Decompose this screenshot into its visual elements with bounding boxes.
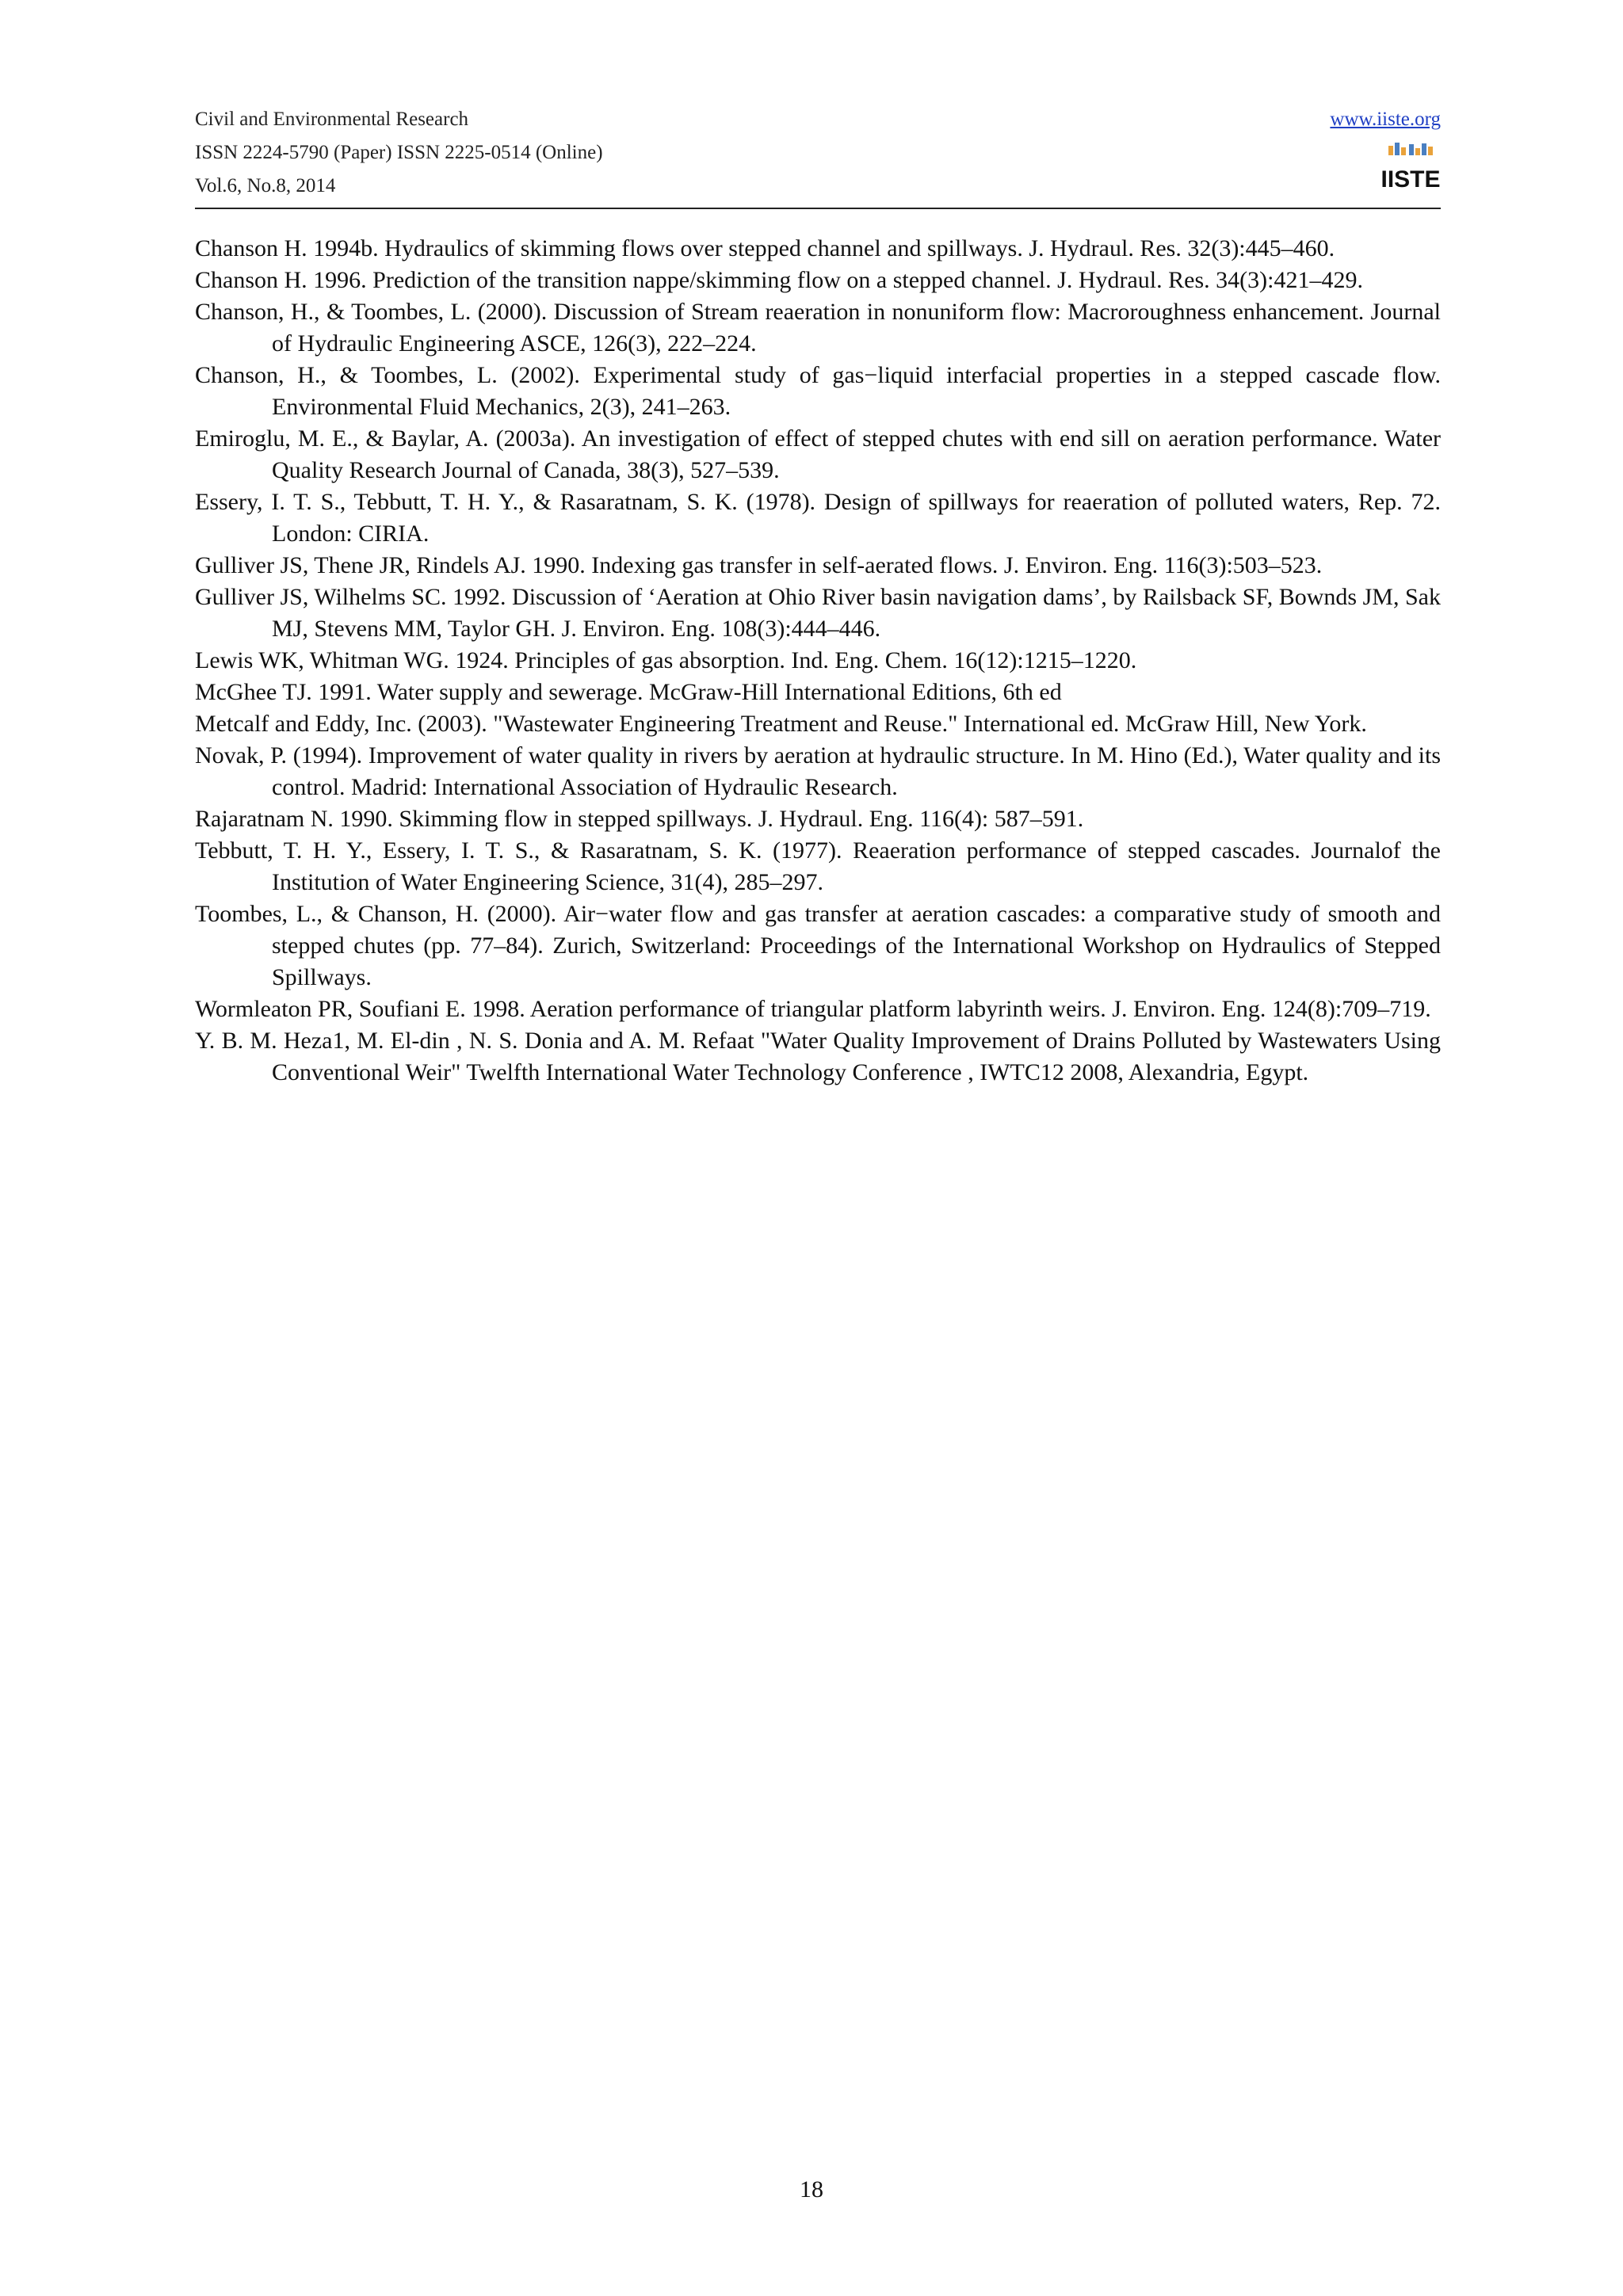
- reference-entry: Novak, P. (1994). Improvement of water quality in rivers by aeration at hydraulic structure. In M. Hino (Ed.), Water quality and its control. Madrid: International Association of Hydraulic Research.: [195, 742, 1441, 800]
- reference-entry: Chanson H. 1996. Prediction of the transition nappe/skimming flow on a stepped channel. J. Hydraul. Res. 34(3):421–429.: [195, 267, 1363, 293]
- website-link[interactable]: www.iiste.org: [1330, 109, 1441, 130]
- journal-name: Civil and Environmental Research: [195, 109, 469, 130]
- reference-entry: Y. B. M. Heza1, M. El-din , N. S. Donia and A. M. Refaat "Water Quality Improvement of Drains Polluted by Wastewaters Using Conventional Weir" Twelfth International Water Technology Conference , IWTC12 2008, Alexandria, Egypt.: [195, 1028, 1441, 1085]
- reference-list: [195, 233, 1441, 1089]
- page-number: 18: [800, 2176, 823, 2203]
- reference-entry: Wormleaton PR, Soufiani E. 1998. Aeration performance of triangular platform labyrinth weirs. J. Environ. Eng. 124(8):709–719.: [195, 996, 1431, 1022]
- reference-entry: Chanson, H., & Toombes, L. (2000). Discussion of Stream reaeration in nonuniform flow: Macroroughness enhancement. Journal of Hydraulic Engineering ASCE, 126(3), 222–224.: [195, 299, 1441, 357]
- reference-entry: McGhee TJ. 1991. Water supply and sewerage. McGraw-Hill International Editions, 6th ed: [195, 679, 1062, 705]
- page-header: [195, 103, 1441, 209]
- logo-text: IISTE: [1381, 166, 1441, 193]
- issn-line: ISSN 2224-5790 (Paper) ISSN 2225-0514 (Online): [195, 142, 603, 163]
- reference-entry: Gulliver JS, Wilhelms SC. 1992. Discussion of ‘Aeration at Ohio River basin navigation dams’, by Railsback SF, Bownds JM, Sak MJ, Stevens MM, Taylor GH. J. Environ. Eng. 108(3):444–446.: [195, 584, 1441, 642]
- reference-entry: Metcalf and Eddy, Inc. (2003). "Wastewater Engineering Treatment and Reuse." International ed. McGraw Hill, New York.: [195, 711, 1367, 737]
- reference-entry: Tebbutt, T. H. Y., Essery, I. T. S., & Rasaratnam, S. K. (1977). Reaeration performance of stepped cascades. Journalof the Institution of Water Engineering Science, 31(4), 285–297.: [195, 837, 1441, 895]
- reference-entry: Essery, I. T. S., Tebbutt, T. H. Y., & Rasaratnam, S. K. (1978). Design of spillways for reaeration of polluted waters, Rep. 72. London: CIRIA.: [195, 489, 1441, 547]
- reference-entry: Gulliver JS, Thene JR, Rindels AJ. 1990. Indexing gas transfer in self-aerated flows. J. Environ. Eng. 116(3):503–523.: [195, 552, 1323, 578]
- reference-entry: Chanson, H., & Toombes, L. (2002). Experimental study of gas−liquid interfacial properties in a stepped cascade flow. Environmental Fluid Mechanics, 2(3), 241–263.: [195, 362, 1441, 420]
- iiste-logo: [1381, 141, 1441, 198]
- reference-entry: Chanson H. 1994b. Hydraulics of skimming flows over stepped channel and spillways. J. Hydraul. Res. 32(3):445–460.: [195, 235, 1335, 261]
- reference-entry: Lewis WK, Whitman WG. 1924. Principles of gas absorption. Ind. Eng. Chem. 16(12):1215–1220.: [195, 647, 1137, 673]
- reference-entry: Toombes, L., & Chanson, H. (2000). Air−water flow and gas transfer at aeration cascades: a comparative study of smooth and stepped chutes (pp. 77–84). Zurich, Switzerland: Proceedings of the International Workshop on Hydraulics of Stepped Spillways.: [195, 901, 1441, 990]
- volume-line: Vol.6, No.8, 2014: [195, 175, 336, 196]
- reference-entry: Emiroglu, M. E., & Baylar, A. (2003a). An investigation of effect of stepped chutes with end sill on aeration performance. Water Quality Research Journal of Canada, 38(3), 527–539.: [195, 425, 1441, 483]
- reference-entry: Rajaratnam N. 1990. Skimming flow in stepped spillways. J. Hydraul. Eng. 116(4): 587–591.: [195, 806, 1084, 832]
